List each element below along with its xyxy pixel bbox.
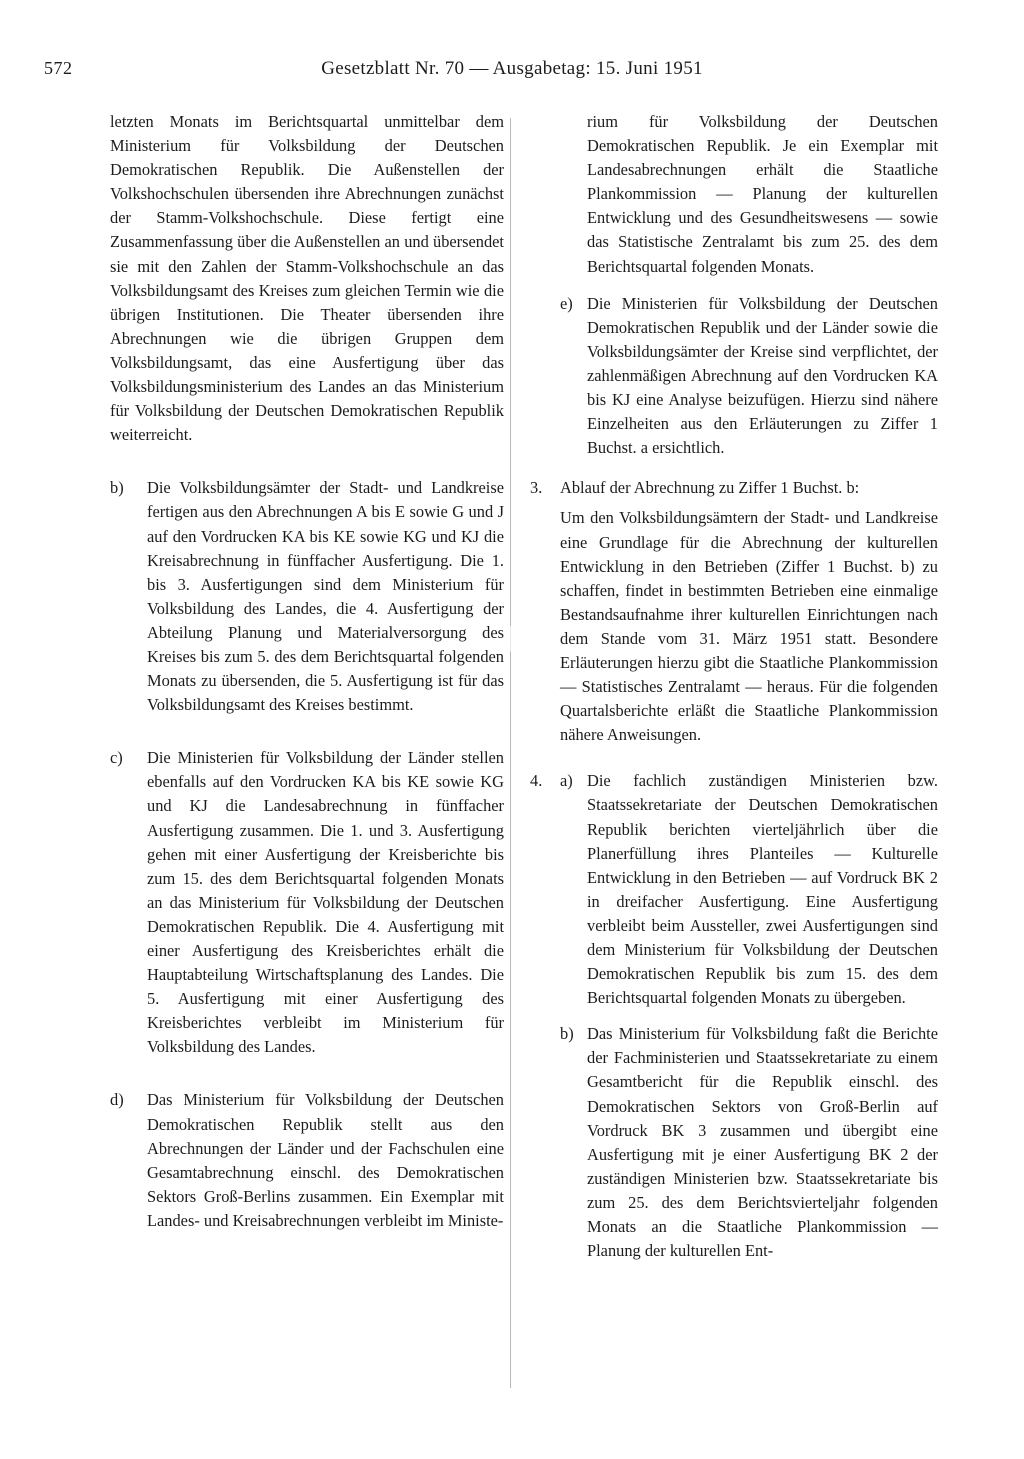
list-marker: d): [110, 1090, 124, 1110]
section-4: [530, 769, 938, 1263]
list-item-c: [110, 746, 504, 1059]
list-item-text: Das Ministerium für Volksbildung der Deutschen Demokratischen Republik stellt aus den Abrechnungen der Länder und der Fachschulen eine Gesamtabrechnung einschl. des Demokratischen Sektors Groß-Berlins zusammen. Ein Exemplar mit Landes- und Kreisabrechnungen verbleibt im Ministe-: [147, 1090, 504, 1230]
page-number: 572: [44, 58, 73, 78]
list-item-4a: [560, 769, 938, 1010]
section-number: 4.: [530, 771, 543, 791]
section-number: 3.: [530, 478, 543, 498]
section-text: Um den Volksbildungsämtern der Stadt- und Landkreise eine Grundlage für die Abrechnung der kulturellen Entwicklung in den Betrieben (Ziffer 1 Buchst. b) zu schaffen, findet in bestimmten Betrieben eine einmalige Bestandsaufnahme ihrer kulturellen Einrichtungen nach dem Stande vom 31. März 1951 statt. Besondere Erläuterungen hierzu gibt die Staatliche Plankommission — Statistisches Zentralamt — heraus. Für die folgenden Quartalsberichte erläßt die Staatliche Plankommission nähere Anweisungen.: [560, 508, 938, 745]
section-3: [530, 476, 938, 747]
list-item-text: Die Ministerien für Volksbildung der Deutschen Demokratischen Republik und der Länder sowie die Volksbildungsämter der Kreise sind verpflichtet, der zahlenmäßigen Abrechnung auf den Vordrucken KA bis KJ eine Analyse beizufügen. Hierzu sind nähere Einzelheiten aus den Erläuterungen zu Ziffer 1 Buchst. a ersichtlich.: [587, 293, 938, 458]
left-column: [110, 110, 504, 1233]
list-item-4b: [560, 1022, 938, 1263]
list-marker: b): [560, 1024, 574, 1044]
list-item-e: [560, 292, 938, 461]
list-item-text: Das Ministerium für Volksbildung faßt die Berichte der Fachministerien und Staatssekretariate zu einem Gesamtbericht für die Republik einschl. des Demokratischen Sektors von Groß-Berlin auf Vordruck BK 3 zusammen und übergibt eine Ausfertigung mit je einer Ausfertigung BK 2 der zuständigen Ministerien bzw. Staatssekretariate bis zum 25. des dem Berichtsvierteljahr folgenden Monats an die Staatliche Plankommission — Planung der kulturellen Ent-: [587, 1024, 938, 1261]
list-item-d: [110, 1088, 504, 1233]
paragraph-intro-text: letzten Monats im Berichtsquartal unmittelbar dem Ministerium für Volksbildung der Deutschen Demokratischen Republik. Die Außenstellen der Volkshochschulen übersenden ihre Abrechnungen zunächst der Stamm-Volkshochschule. Diese fertigt eine Zusammenfassung über die Außenstellen an und übersendet sie mit den Zahlen der Stamm-Volkshochschule an das Volksbildungsamt des Kreises zum gleichen Termin wie die übrigen Institutionen. Die Theater übersenden ihre Abrechnungen wie die übrigen Gruppen dem Volksbildungsamt, das eine Ausfertigung über das Volksbildungsministerium des Landes an das Ministerium für Volksbildung der Deutschen Demokratischen Republik weiterreicht.: [110, 112, 504, 445]
column-divider: [510, 118, 511, 1388]
list-item-text: Die fachlich zuständigen Ministerien bzw. Staatssekretariate der Deutschen Demokratischen Republik berichten vierteljährlich über die Planerfüllung ihres Planteiles — Kulturelle Entwicklung in den Betrieben — auf Vordruck BK 2 in dreifacher Ausfertigung. Eine Ausfertigung verbleibt beim Aussteller, zwei Ausfertigungen sind dem Ministerium für Volksbildung der Deutschen Demokratischen Republik bis zum 15. des dem Berichtsquartal folgenden Monats zu übergeben.: [587, 771, 938, 1008]
page-header-title: Gesetzblatt Nr. 70 — Ausgabetag: 15. Juni 1951: [321, 58, 703, 79]
right-column: [530, 110, 938, 1263]
list-marker: b): [110, 478, 124, 498]
list-item-b: [110, 476, 504, 717]
paragraph-continuation-text: rium für Volksbildung der Deutschen Demokratischen Republik. Je ein Exemplar mit Landesabrechnungen erhält die Staatliche Plankommission — Planung der kulturellen Entwicklung und des Gesundheitswesens — sowie das Statistische Zentralamt bis zum 25. des dem Berichtsquartal folgenden Monats.: [587, 112, 938, 276]
list-marker: c): [110, 748, 123, 768]
paragraph-intro: [110, 110, 504, 447]
list-marker: e): [560, 293, 573, 313]
paragraph-continuation: [530, 110, 938, 279]
list-marker: a): [560, 771, 573, 791]
list-item-text: Die Ministerien für Volksbildung der Länder stellen ebenfalls auf den Vordrucken KA bis KE sowie KG und KJ die Landesabrechnung in fünffacher Ausfertigung zusammen. Die 1. und 3. Ausfertigung gehen mit einer Ausfertigung der Kreisberichte bis zum 15. des dem Berichtsquartal folgenden Monats an das Ministerium für Volksbildung der Deutschen Demokratischen Republik. Die 4. Ausfertigung mit einer Ausfertigung des Kreisberichtes erhält die Hauptabteilung Wirtschaftsplanung des Landes. Die 5. Ausfertigung mit einer Ausfertigung des Kreisberichtes verbleibt im Ministerium für Volksbildung des Landes.: [147, 748, 504, 1057]
list-item-text: Die Volksbildungsämter der Stadt- und Landkreise fertigen aus den Abrechnungen A bis E sowie G und J auf den Vordrucken KA bis KE sowie KG und KJ die Kreisabrechnung in fünffacher Ausfertigung. Die 1. bis 3. Ausfertigungen sind dem Ministerium für Volksbildung des Landes, die 4. Ausfertigung der Abteilung Planung und Materialversorgung des Kreises bis zum 5. des dem Berichtsquartal folgenden Monats zu übersenden, die 5. Ausfertigung ist für das Volksbildungsamt des Kreises bestimmt.: [147, 478, 504, 715]
section-heading: Ablauf der Abrechnung zu Ziffer 1 Buchst. b:: [560, 478, 860, 498]
